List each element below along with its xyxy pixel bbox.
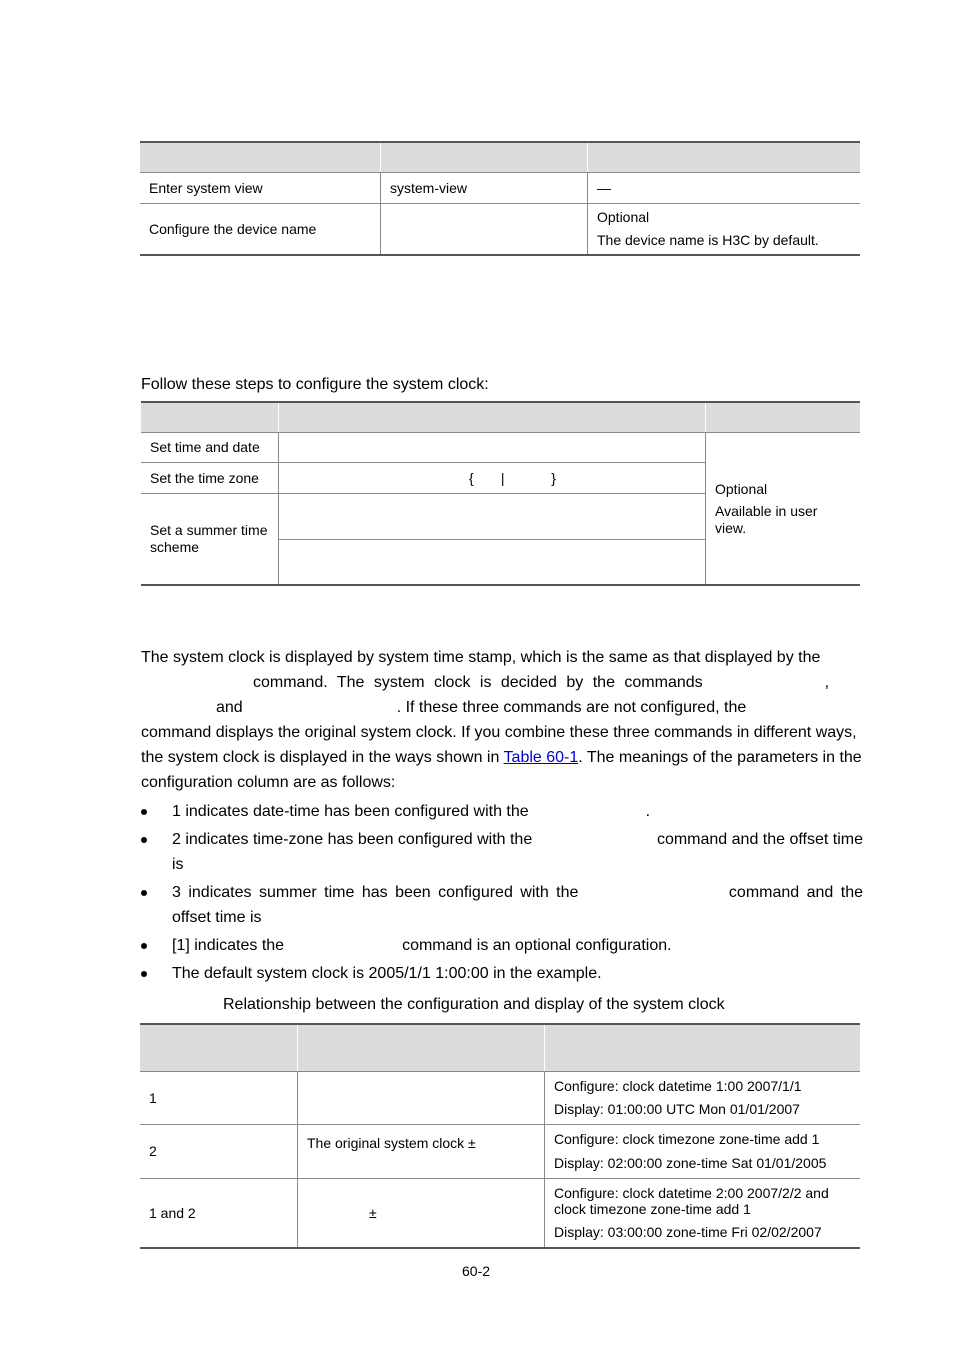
example-cell [545, 1178, 861, 1248]
bullet-text: 3 indicates summer time has been configured with the [172, 884, 579, 901]
bullet-text: 2 indicates time-zone has been configured with the [172, 831, 533, 848]
table-row [140, 1124, 860, 1178]
command-cell [279, 493, 706, 539]
table-header-row [140, 142, 860, 172]
example-configure: Configure: clock timezone zone-time add 1 [554, 1131, 820, 1147]
paragraph-text: , [824, 674, 830, 691]
example-configure: Configure: clock datetime 1:00 2007/1/1 [554, 1078, 802, 1094]
example-display: Display: 01:00:00 UTC Mon 01/01/2007 [554, 1101, 800, 1117]
remarks-cell [706, 432, 861, 585]
paragraph-line: configuration column are as follows: [141, 774, 396, 791]
remarks-cell: — [588, 172, 861, 203]
step-cell: Set time and date [141, 432, 279, 462]
command-cell [279, 539, 706, 585]
remarks-line: The device name is H3C by default. [597, 232, 819, 249]
table-row [140, 1178, 860, 1248]
display-cell: ± [298, 1178, 545, 1248]
list-item-text [172, 880, 863, 930]
bullet-text: [1] indicates the [172, 937, 285, 954]
config-cell: 1 and 2 [140, 1178, 298, 1248]
header-cell [588, 142, 861, 172]
table-row [141, 432, 860, 462]
command-cell [279, 462, 706, 493]
paragraph-text: . If these three commands are not configured, the [396, 699, 747, 716]
device-name-table [140, 141, 860, 256]
bullet-text: command and the [728, 884, 863, 901]
system-clock-table [141, 401, 860, 586]
display-cell: The original system clock ± [298, 1124, 545, 1178]
table-header-row [141, 402, 860, 432]
bullet-text: command is an optional configuration. [402, 937, 672, 954]
clock-steps-intro: Follow these steps to configure the system clock: [141, 376, 489, 393]
clock-display-table [140, 1023, 860, 1249]
table-reference-link[interactable]: Table 60-1 [503, 749, 579, 766]
paragraph-line: The system clock is displayed by system time stamp, which is the same as that displayed by the [141, 649, 821, 666]
header-cell [141, 402, 279, 432]
bullet-icon [141, 890, 147, 896]
header-cell [298, 1024, 545, 1071]
bullet-text: command and the offset time [656, 831, 863, 848]
paragraph-text: and [216, 699, 243, 716]
bullet-text: . [645, 803, 651, 820]
header-cell [140, 1024, 298, 1071]
paragraph-line [141, 745, 863, 770]
config-cell: 1 [140, 1071, 298, 1124]
header-cell [381, 142, 588, 172]
clock-description-paragraph [141, 645, 863, 795]
header-cell [706, 402, 861, 432]
paragraph-line: command displays the original system clock. If you combine these three commands in different ways, [141, 724, 857, 741]
list-item-text [172, 799, 863, 824]
example-cell [545, 1124, 861, 1178]
command-cell: system-view [381, 172, 588, 203]
list-item-text [172, 827, 863, 877]
paragraph-line [141, 670, 863, 695]
example-display: Display: 02:00:00 zone-time Sat 01/01/2005 [554, 1155, 827, 1171]
paragraph-line [141, 695, 863, 720]
example-display: Display: 03:00:00 zone-time Fri 02/02/2007 [554, 1223, 822, 1240]
step-cell: Set a summer time scheme [141, 493, 279, 585]
bullet-text: 1 indicates date-time has been configured with the [172, 803, 529, 820]
list-item-text [172, 933, 863, 958]
remarks-cell [588, 203, 861, 255]
step-cell: Set the time zone [141, 462, 279, 493]
bullet-text: The default system clock is 2005/1/1 1:00:00 in the example. [172, 965, 602, 982]
paragraph-text: . The meanings of the parameters in the [578, 749, 862, 766]
command-cell [381, 203, 588, 255]
remarks-line: Optional [715, 480, 768, 497]
bullet-icon [141, 971, 147, 977]
header-cell [279, 402, 706, 432]
config-cell: 2 [140, 1124, 298, 1178]
bullet-icon [141, 943, 147, 949]
step-cell: Configure the device name [140, 203, 381, 255]
bullet-icon [141, 809, 147, 815]
header-cell [545, 1024, 861, 1071]
example-configure: Configure: clock datetime 2:00 2007/2/2 and clock timezone zone-time add 1 [554, 1184, 829, 1217]
table-row [140, 172, 860, 203]
command-fragment: { | } [469, 469, 556, 486]
table-row [140, 1071, 860, 1124]
bullet-line [172, 880, 863, 905]
table-header-row [140, 1024, 860, 1071]
bullet-text: is [172, 856, 184, 873]
table-row [140, 203, 860, 255]
remarks-line: Optional [597, 209, 650, 226]
command-cell [279, 432, 706, 462]
header-cell [140, 142, 381, 172]
table-caption: Relationship between the configuration and display of the system clock [223, 996, 725, 1013]
bullet-icon [141, 837, 147, 843]
display-cell [298, 1071, 545, 1124]
paragraph-text: the system clock is displayed in the ways shown in [141, 749, 504, 766]
step-cell: Enter system view [140, 172, 381, 203]
remarks-line: Available in user view. [715, 502, 818, 536]
page-number: 60-2 [462, 1263, 491, 1279]
paragraph-text: command. The system clock is decided by the commands [253, 674, 703, 691]
example-cell [545, 1071, 861, 1124]
bullet-text: offset time is [172, 909, 262, 926]
bullet-line [172, 827, 863, 852]
